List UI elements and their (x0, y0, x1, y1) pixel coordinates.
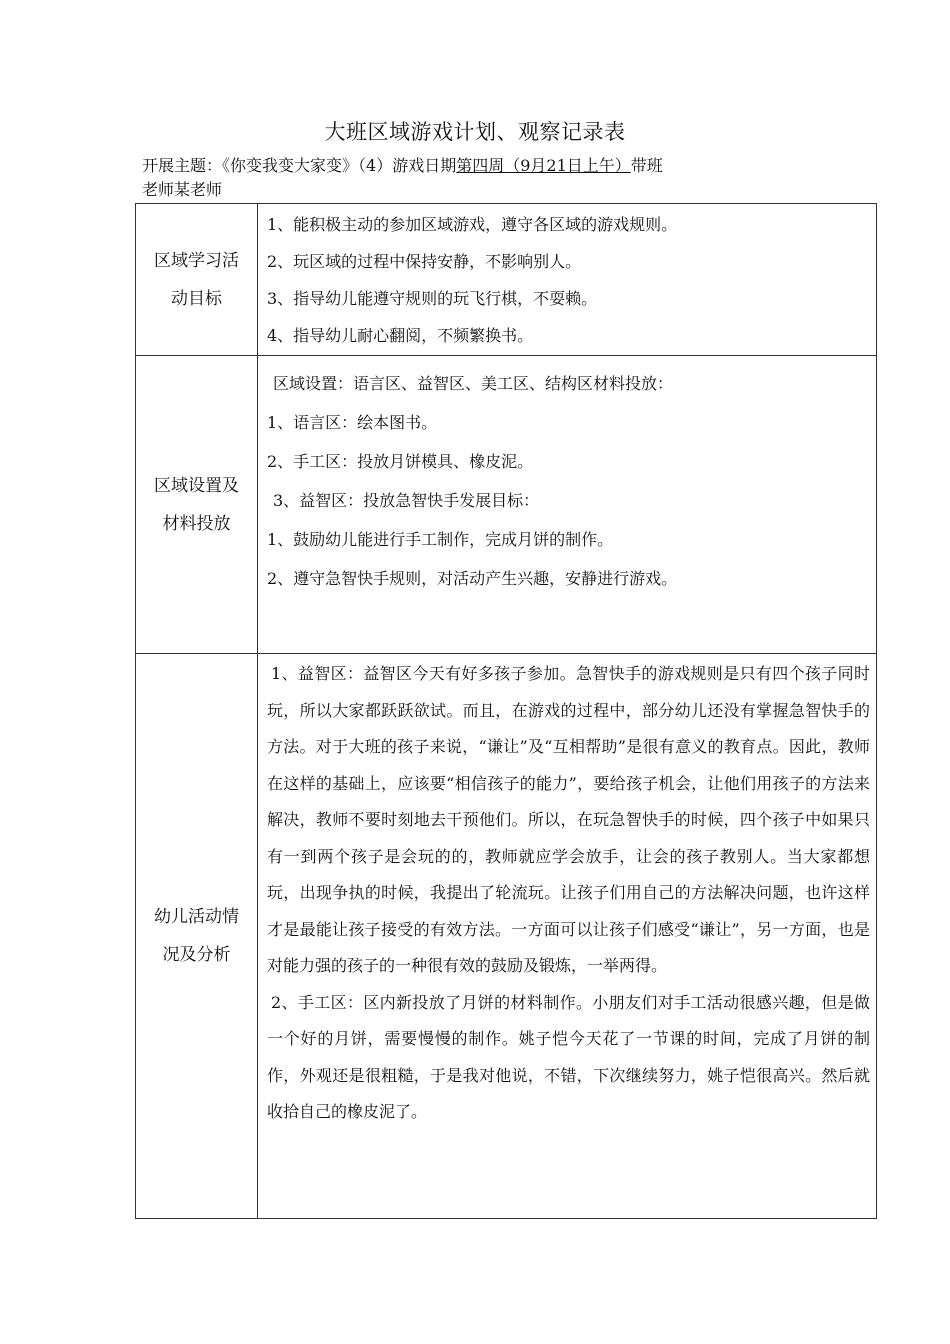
teacher-value: 某老师 (174, 180, 223, 199)
analysis-paragraph: 2、手工区：区内新投放了月饼的材料制作。小朋友们对手工活动很感兴趣，但是做一个好的月饼，需要慢慢的制作。姚子恺今天花了一节课的时间，完成了月饼的制作，外观还是很粗糙，于是我对他说，不错，下次继续努力，姚子恺很高兴。然后就收拾自己的橡皮泥了。 (267, 992, 870, 1121)
materials-content (258, 356, 877, 654)
row-label-goals: 区域学习活 动目标 (136, 204, 258, 356)
row-label-materials: 区域设置及 材料投放 (136, 356, 258, 654)
date-value: 第四周（9月21日上午） (456, 156, 631, 175)
table-row-goals (136, 204, 877, 356)
theme-label: 开展主题： (142, 156, 223, 175)
theme-value: 《你变我变大家变》（4） (222, 156, 393, 175)
table-row-analysis (136, 654, 877, 1219)
page-title: 大班区域游戏计划、观察记录表 (324, 120, 626, 144)
header-line-2 (142, 178, 842, 202)
row-label-analysis: 幼儿活动情 况及分析 (136, 654, 258, 1219)
goal-item: 2、玩区域的过程中保持安静，不影响别人。 (267, 251, 582, 271)
goal-item: 4、指导幼儿耐心翻阅，不频繁换书。 (267, 325, 534, 345)
record-header (142, 154, 842, 202)
analysis-paragraph: 1、益智区：益智区今天有好多孩子参加。急智快手的游戏规则是只有四个孩子同时玩，所以大家都跃跃欲试。而且，在游戏的过程中，部分幼儿还没有掌握急智快手的方法。对于大班的孩子来说，“谦让”及“互相帮助”是很有意义的教育点。因此，教师在这样的基础上，应该要“相信孩子的能力”，要给孩子机会，让他们用孩子的方法来解决，教师不要时刻地去干预他们。所以，在玩急智快手的时候，四个孩子中如果只有一到两个孩子是会玩的的，教师就应学会放手，让会的孩子教别人。当大家都想玩，出现争执的时候，我提出了轮流玩。让孩子们用自己的方法解决问题，也许这样才是最能让孩子接受的有效方法。一方面可以让孩子们感受“谦让”，另一方面，也是对能力强的孩子的一种很有效的鼓励及锻炼，一举两得。 (267, 664, 870, 975)
date-label: 游戏日期 (392, 156, 457, 175)
goal-item: 3、指导幼儿能遵守规则的玩飞行棋，不耍赖。 (267, 288, 598, 308)
material-item: 区域设置：语言区、益智区、美工区、结构区材料投放： (273, 374, 674, 393)
material-item: 1、语言区：绘本图书。 (267, 413, 438, 432)
teacher-label-part1: 带班 (630, 156, 663, 175)
record-table (135, 203, 877, 1219)
material-item: 3、益智区：投放急智快手发展目标： (273, 491, 540, 510)
material-item: 2、遵守急智快手规则，对活动产生兴趣，安静进行游戏。 (267, 569, 678, 588)
teacher-label-part2: 老师 (142, 180, 175, 199)
goal-item: 1、能积极主动的参加区域游戏，遵守各区域的游戏规则。 (267, 214, 678, 234)
analysis-content (258, 654, 877, 1219)
header-line-1 (142, 154, 842, 178)
goals-content (258, 204, 877, 356)
material-item: 1、鼓励幼儿能进行手工制作，完成月饼的制作。 (267, 530, 614, 549)
table-row-materials (136, 356, 877, 654)
material-item: 2、手工区：投放月饼模具、橡皮泥。 (267, 452, 534, 471)
